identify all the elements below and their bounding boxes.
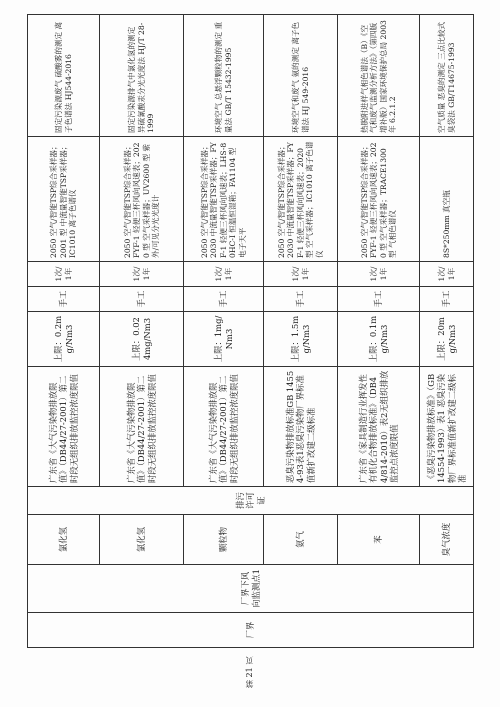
table-row (264, 15, 338, 648)
analysis-cell: 环境空气 总悬浮颗粒物的测定 重量法 GB/T 15432-1995 (184, 15, 264, 137)
analysis-cell: 空气质量 恶臭的测定 三点比较式臭袋法 GB/T14675-1993 (420, 15, 474, 137)
table-row (28, 15, 100, 648)
method-type-cell: 手工 (264, 287, 338, 312)
permit-cell: 排污许可证 (28, 487, 474, 515)
limit-cell: 上限：1.5mg/Nm3 (264, 312, 338, 367)
analysis-cell: 固定污染源废气 硫酸雾的测定 离子色谱法 HJ544-2016 (28, 15, 100, 137)
analysis-cell: 环境空气和废气 氨的测定 离子色谱法 HJ 549-2016 (264, 15, 338, 137)
standard-cell: 恶臭污染物排放标准GB 14554-93表1恶臭污染物厂界标准值新扩改建二级标准 (264, 367, 338, 487)
limit-cell: 上限：0.024mg/Nm3 (100, 312, 184, 367)
item-cell: 苯 (338, 515, 420, 565)
frequency-cell: 1次/1年 (28, 262, 100, 287)
table-row (338, 15, 420, 648)
instrument-cell: 2050 空气/智能TSP综合采样器；FYF-1 轻便三杯风向风速表；2020 型 空气采样器；TRACE1300 型 气相色谱仪 (338, 137, 420, 262)
item-cell: 臭气浓度 (420, 515, 474, 565)
monitoring-table (27, 14, 474, 648)
location-cell: 厂界 (28, 613, 474, 648)
frequency-cell: 1次/1年 (264, 262, 338, 287)
standard-cell: 广东省《家具制造行业挥发性有机化合物排放标准》（DB44/814-2010）表2无组织排放监控点浓度限值 (338, 367, 420, 487)
limit-cell: 上限：0.2mg/Nm3 (28, 312, 100, 367)
frequency-cell: 1次/1年 (184, 262, 264, 287)
item-cell: 氯化氢 (100, 515, 184, 565)
table-row (420, 15, 474, 648)
instrument-cell: 2050 空气/智能TSP综合采样器；2030 中流量智能TSP采样器；FYF-1 轻便三杯风向风速表；2020 型 空气采样器；IC1010 离子色谱仪 (264, 137, 338, 262)
frequency-cell: 1次/1年 (100, 262, 184, 287)
limit-cell: 上限：20mg/Nm3 (420, 312, 474, 367)
table-row (100, 15, 184, 648)
method-type-cell: 手工 (100, 287, 184, 312)
method-type-cell: 手工 (338, 287, 420, 312)
limit-cell: 上限：1mg/Nm3 (184, 312, 264, 367)
item-cell: 氯化氢 (28, 515, 100, 565)
method-type-cell: 手工 (420, 287, 474, 312)
analysis-cell: 固定污染源排气中氯化氢的测定 异硫氰酸汞分光光度法 HJ/T 28-1999 (100, 15, 184, 137)
table-row (184, 15, 264, 648)
analysis-cell: 热脱附进样气相色谱法（B）《空气和废气监测分析方法》（第四版增补版）国家环境保护总局 2003年 6.2.1.2 (338, 15, 420, 137)
standard-cell: 广东省《大气污染物排放限值》（DB44/27-2001）第二时段无组织排放监控浓度限值 (184, 367, 264, 487)
method-type-cell: 手工 (28, 287, 100, 312)
frequency-cell: 1次/1年 (420, 262, 474, 287)
point-cell: 厂界下风向监测点1 (28, 565, 474, 613)
instrument-cell: 2050 空气/智能TSP综合采样器；2030 中流量智能TSP采样器；FYF-1 轻便三杯风向风速表；LHS-80HC-I 恒温恒湿箱；FA1104 型 电子天平 (184, 137, 264, 262)
method-type-cell: 手工 (184, 287, 264, 312)
rotated-table-wrapper (27, 15, 473, 648)
item-cell: 颗粒物 (184, 515, 264, 565)
page-number: 第 21 页 (245, 656, 254, 688)
instrument-cell: 2050 空气/智能TSP综合采样器；2001 型 中流量智能TSP采样器；IC1010 离子色谱仪 (28, 137, 100, 262)
standard-cell: 广东省《大气污染物排放限值》（DB44/27-2001）第二时段无组织排放监控浓度限值 (100, 367, 184, 487)
limit-cell: 上限：0.1mg/Nm3 (338, 312, 420, 367)
standard-cell: 《恶臭污染物排放标准》（GB 14554-1993）表1 恶臭污染物厂界标准值新扩改建二级标准 (420, 367, 474, 487)
instrument-cell: 8S*250mm 真空瓶 (420, 137, 474, 262)
instrument-cell: 2050 空气/智能TSP综合采样器；FYF-1 轻便三杯风向风速表；2020 型 空气采样器；UV2600 型 紫外/可见分光光度计 (100, 137, 184, 262)
item-cell: 氨气 (264, 515, 338, 565)
frequency-cell: 1次/1年 (338, 262, 420, 287)
standard-cell: 广东省《大气污染物排放限值》（DB44/27-2001）第二时段无组织排放监控浓度限值 (28, 367, 100, 487)
